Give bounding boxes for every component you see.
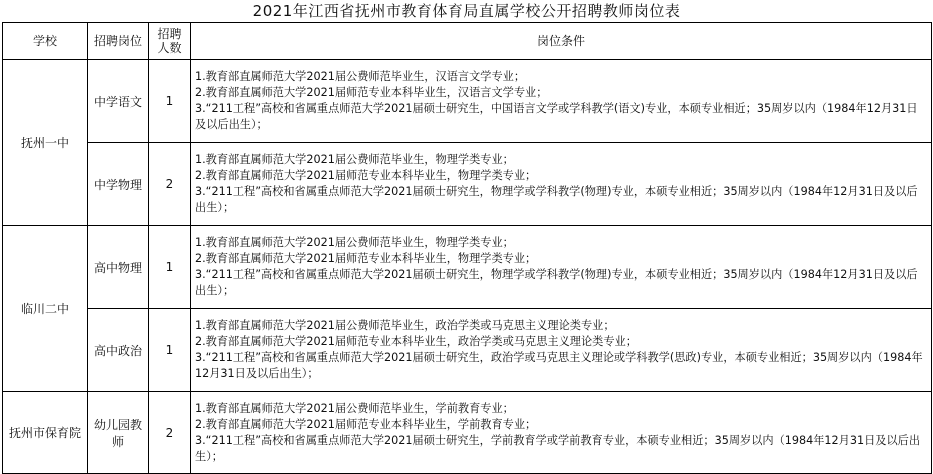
table-row [3, 143, 932, 226]
position-cell: 高中政治 [88, 309, 149, 392]
condition-line: 2.教育部直属师范大学2021届师范专业本科毕业生，物理学类专业； [195, 252, 537, 265]
condition-line: 3.“211工程”高校和省属重点师范大学2021届硕士研究生，中国语言文学或学科教学(语文)专业，本硕专业相近；35周岁以内（1984年12月31日及以后出生）； [195, 102, 918, 131]
conditions-cell [191, 309, 932, 392]
conditions-cell [191, 226, 932, 309]
conditions-cell [191, 60, 932, 143]
header-position: 招聘岗位 [88, 23, 149, 60]
condition-line: 1.教育部直属师范大学2021届公费师范毕业生，学前教育专业； [195, 401, 514, 415]
school-cell: 抚州一中 [3, 60, 88, 226]
condition-line: 1.教育部直属师范大学2021届公费师范毕业生，汉语言文学专业； [195, 70, 526, 83]
count-cell: 1 [149, 309, 191, 392]
position-table [2, 22, 932, 474]
condition-line: 3.“211工程”高校和省属重点师范大学2021届硕士研究生，政治学或马克思主义理论或学科教学(思政)专业，本硕专业相近；35周岁以内（1984年12月31日及以后出生）； [195, 351, 923, 380]
table-row [3, 60, 932, 143]
position-cell: 高中物理 [88, 226, 149, 309]
count-cell: 2 [149, 392, 191, 474]
condition-line: 1.教育部直属师范大学2021届公费师范毕业生，物理学类专业； [195, 153, 514, 166]
condition-line: 2.教育部直属师范大学2021届师范专业本科毕业生，学前教育专业； [195, 417, 537, 431]
count-cell: 1 [149, 60, 191, 143]
table-row [3, 226, 932, 309]
table-header-row [3, 23, 932, 60]
position-cell: 中学语文 [88, 60, 149, 143]
condition-line: 1.教育部直属师范大学2021届公费师范毕业生，物理学类专业； [195, 236, 514, 249]
page-title: 2021年江西省抚州市教育体育局直属学校公开招聘教师岗位表 [252, 2, 681, 20]
condition-line: 1.教育部直属师范大学2021届公费师范毕业生，政治学类或马克思主义理论类专业； [195, 319, 615, 332]
conditions-cell [191, 143, 932, 226]
count-cell: 2 [149, 143, 191, 226]
school-cell: 抚州市保育院 [3, 392, 88, 474]
position-cell: 幼儿园教师 [88, 392, 149, 474]
header-school: 学校 [3, 23, 88, 60]
table-row [3, 392, 932, 474]
condition-line: 3.“211工程”高校和省属重点师范大学2021届硕士研究生，物理学或学科教学(物理)专业，本硕专业相近；35周岁以内（1984年12月31日及以后出生）； [195, 268, 918, 297]
table-row [3, 309, 932, 392]
header-conditions: 岗位条件 [191, 23, 932, 60]
conditions-cell [191, 392, 932, 474]
condition-line: 2.教育部直属师范大学2021届师范专业本科毕业生，政治学类或马克思主义理论类专业； [195, 335, 637, 348]
position-cell: 中学物理 [88, 143, 149, 226]
header-count: 招聘人数 [149, 23, 191, 60]
count-cell: 1 [149, 226, 191, 309]
condition-line: 3.“211工程”高校和省属重点师范大学2021届硕士研究生，物理学或学科教学(物理)专业，本硕专业相近；35周岁以内（1984年12月31日及以后出生）； [195, 185, 918, 214]
condition-line: 3.“211工程”高校和省属重点师范大学2021届硕士研究生，学前教育学或学前教育专业，本硕专业相近；35周岁以内（1984年12月31日及以后出生）； [195, 433, 921, 463]
school-cell: 临川二中 [3, 226, 88, 392]
condition-line: 2.教育部直属师范大学2021届师范专业本科毕业生，汉语言文学专业； [195, 86, 548, 99]
condition-line: 2.教育部直属师范大学2021届师范专业本科毕业生，物理学类专业； [195, 169, 537, 182]
